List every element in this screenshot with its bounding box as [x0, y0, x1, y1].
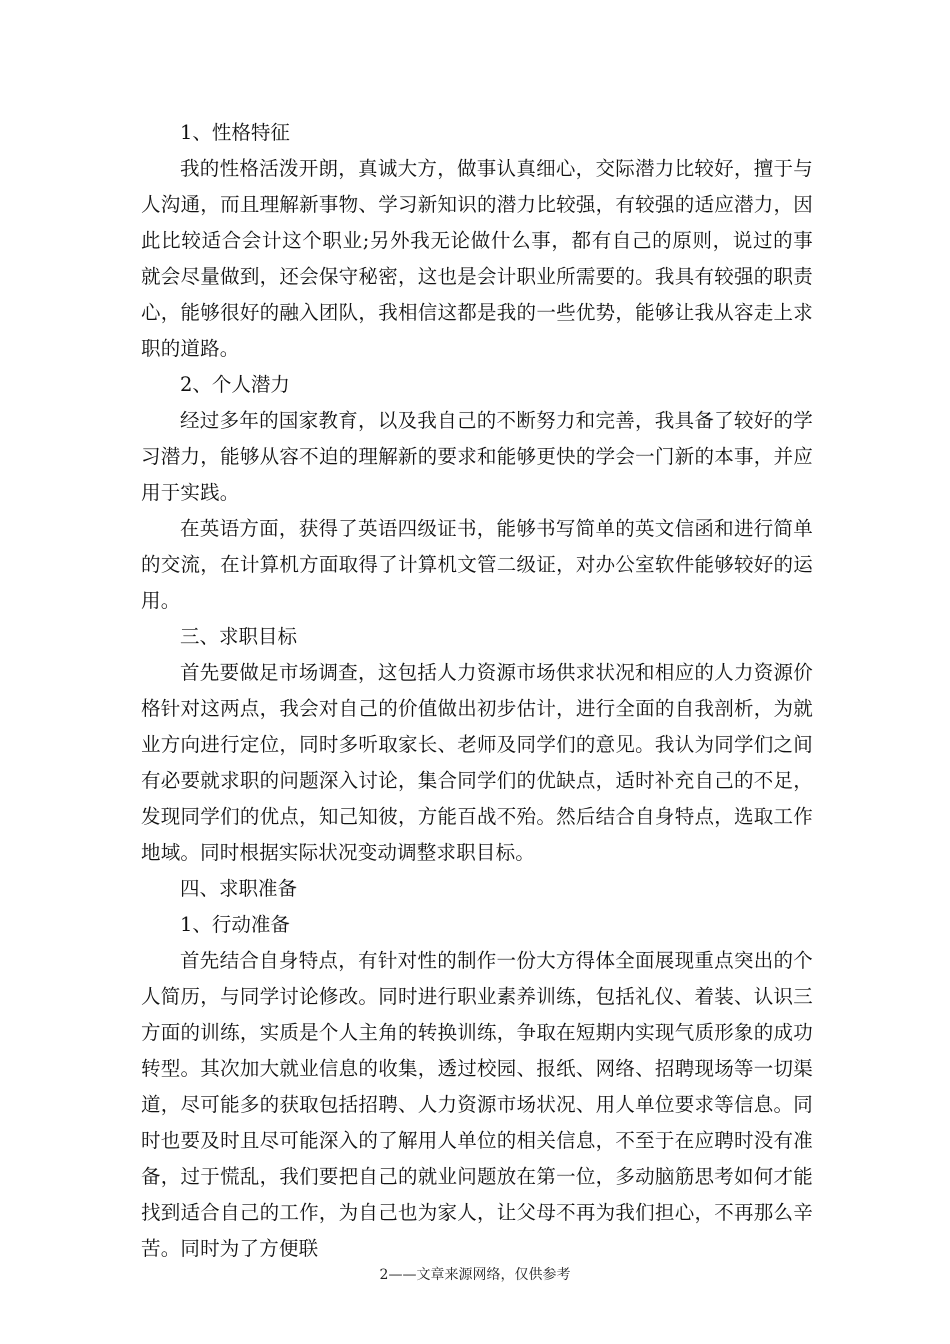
paragraph-personality: 我的性格活泼开朗，真诚大方，做事认真细心，交际潜力比较好，擅于与人沟通，而且理解新事物、学习新知识的潜力比较强，有较强的适应潜力，因此比较适合会计这个职业;另外我无论做什么事，都有自己的原则，说过的事就会尽量做到，还会保守秘密，这也是会计职业所需要的。我具有较强的职责心，能够很好的融入团队，我相信这都是我的一些优势，能够让我从容走上求职的道路。 — [141, 157, 813, 360]
paragraph-potential: 经过多年的国家教育，以及我自己的不断努力和完善，我具备了较好的学习潜力，能够从容不迫的理解新的要求和能够更快的学会一门新的本事，并应用于实践。 — [141, 409, 813, 504]
section-heading-action-preparation: 1、行动准备 — [180, 913, 290, 936]
section-heading-potential: 2、个人潜力 — [180, 373, 290, 396]
paragraph-job-goal: 首先要做足市场调查，这包括人力资源市场供求状况和相应的人力资源价格针对这两点，我会对自己的价值做出初步估计，进行全面的自我剖析，为就业方向进行定位，同时多听取家长、老师及同学们的意见。我认为同学们之间有必要就求职的问题深入讨论，集合同学们的优缺点，适时补充自己的不足，发现同学们的优点，知己知彼，方能百战不殆。然后结合自身特点，选取工作地域。同时根据实际状况变动调整求职目标。 — [141, 661, 813, 864]
section-heading-job-preparation: 四、求职准备 — [180, 877, 298, 900]
section-heading-job-goal: 三、求职目标 — [180, 625, 298, 648]
document-body — [141, 115, 813, 1267]
page-footer: 2——文章来源网络，仅供参考 — [379, 1267, 571, 1283]
paragraph-skills: 在英语方面，获得了英语四级证书，能够书写简单的英文信函和进行简单的交流，在计算机方面取得了计算机文管二级证，对办公室软件能够较好的运用。 — [141, 517, 813, 612]
paragraph-action-preparation: 首先结合自身特点，有针对性的制作一份大方得体全面展现重点突出的个人简历，与同学讨论修改。同时进行职业素养训练，包括礼仪、着装、认识三方面的训练，实质是个人主角的转换训练，争取在短期内实现气质形象的成功转型。其次加大就业信息的收集，透过校园、报纸、网络、招聘现场等一切渠道，尽可能多的获取包括招聘、人力资源市场状况、用人单位要求等信息。同时也要及时且尽可能深入的了解用人单位的相关信息，不至于在应聘时没有准备，过于慌乱，我们要把自己的就业问题放在第一位，多动脑筋思考如何才能找到适合自己的工作，为自己也为家人，让父母不再为我们担心，不再那么辛苦。同时为了方便联 — [141, 949, 813, 1260]
section-heading-personality: 1、性格特征 — [180, 121, 290, 144]
